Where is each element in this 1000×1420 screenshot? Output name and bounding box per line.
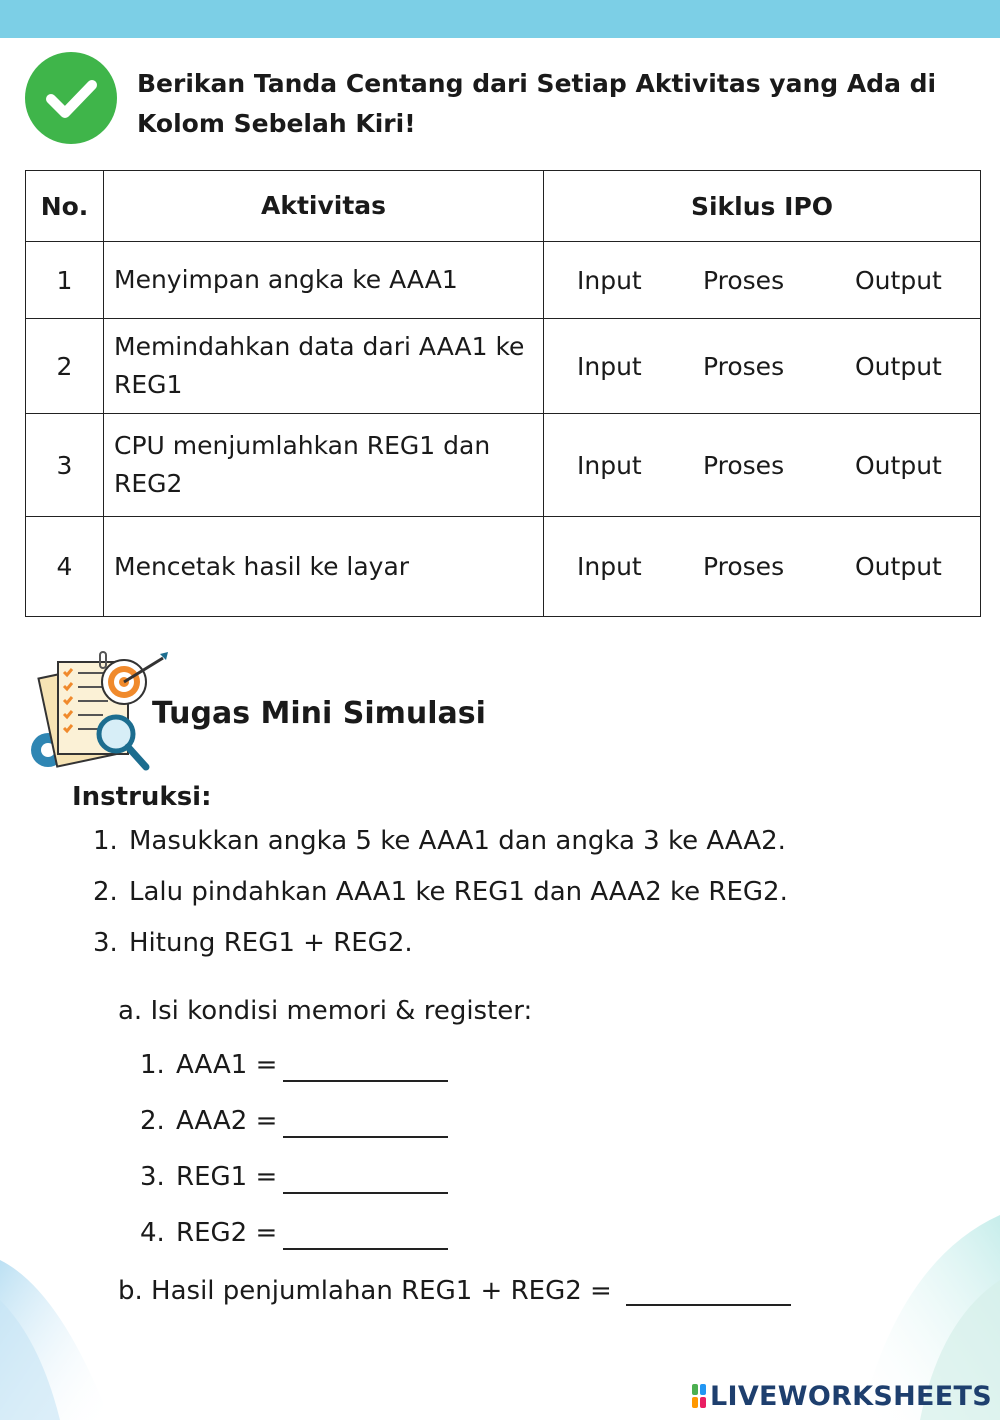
answer-blank-reg1[interactable] [283, 1162, 448, 1194]
list-item [140, 1050, 448, 1106]
step-number: 2. [93, 877, 118, 907]
item-label: AAA2 = [176, 1106, 278, 1136]
row-number: 1 [26, 242, 104, 319]
item-label: REG2 = [176, 1218, 278, 1248]
option-input[interactable]: Input [577, 351, 642, 381]
option-proses[interactable]: Proses [703, 552, 785, 581]
item-number: 4. [140, 1218, 165, 1248]
list-item [93, 826, 788, 877]
top-banner [0, 0, 1000, 38]
step-text: Lalu pindahkan AAA1 ke REG1 dan AAA2 ke REG2. [129, 877, 788, 907]
item-number: 2. [140, 1106, 165, 1136]
answer-blank-reg2[interactable] [283, 1218, 448, 1250]
list-item [140, 1106, 448, 1162]
header-no: No. [26, 171, 104, 242]
row-activity: Memindahkan data dari AAA1 ke REG1 [104, 319, 544, 414]
row-number: 3 [26, 414, 104, 517]
checkmark-icon [25, 52, 117, 144]
sub-question-b [118, 1274, 791, 1306]
section-title: Tugas Mini Simulasi [152, 696, 486, 731]
option-input[interactable]: Input [577, 265, 642, 295]
option-output[interactable]: Output [855, 351, 942, 381]
list-item [140, 1218, 448, 1274]
ipo-options [544, 319, 981, 414]
sub-question-a: a. Isi kondisi memori & register: [118, 996, 533, 1026]
list-item [93, 928, 788, 979]
option-output[interactable]: Output [855, 450, 942, 480]
header-ipo-cycle: Siklus IPO [544, 171, 981, 242]
item-number: 3. [140, 1162, 165, 1192]
instruction-steps [93, 826, 788, 979]
item-label: AAA1 = [176, 1050, 278, 1080]
step-text: Hitung REG1 + REG2. [129, 928, 413, 958]
answer-blank-aaa1[interactable] [283, 1050, 448, 1082]
table-row [26, 517, 981, 617]
row-activity: CPU menjumlahkan REG1 dan REG2 [104, 414, 544, 517]
option-input[interactable]: Input [577, 450, 642, 480]
row-activity: Menyimpan angka ke AAA1 [104, 242, 544, 319]
option-output[interactable]: Output [855, 265, 942, 295]
sub-b-label: b. Hasil penjumlahan REG1 + REG2 = [118, 1276, 612, 1306]
table-header-row [26, 171, 981, 242]
ipo-table [25, 170, 981, 617]
instruction-label: Instruksi: [72, 782, 212, 812]
option-input[interactable]: Input [577, 552, 642, 581]
table-row [26, 242, 981, 319]
header-activity: Aktivitas [104, 171, 544, 242]
answer-blank-sum[interactable] [626, 1274, 791, 1306]
page-heading: Berikan Tanda Centang dari Setiap Aktivitas yang Ada di Kolom Sebelah Kiri! [137, 69, 937, 138]
option-proses[interactable]: Proses [703, 265, 785, 295]
table-row [26, 319, 981, 414]
option-proses[interactable]: Proses [703, 351, 785, 381]
option-output[interactable]: Output [855, 552, 942, 581]
row-number: 2 [26, 319, 104, 414]
list-item [93, 877, 788, 928]
logo-text: LIVEWORKSHEETS [709, 1380, 992, 1412]
step-number: 3. [93, 928, 118, 958]
row-number: 4 [26, 517, 104, 617]
liveworksheets-logo [692, 1380, 992, 1412]
item-label: REG1 = [176, 1162, 278, 1192]
step-number: 1. [93, 826, 118, 856]
table-row [26, 414, 981, 517]
step-text: Masukkan angka 5 ke AAA1 dan angka 3 ke AAA2. [129, 826, 786, 856]
ipo-options [544, 242, 981, 319]
ipo-options [544, 517, 981, 617]
ipo-options [544, 414, 981, 517]
answer-blank-aaa2[interactable] [283, 1106, 448, 1138]
list-item [140, 1162, 448, 1218]
item-number: 1. [140, 1050, 165, 1080]
register-fill-list [140, 1050, 448, 1274]
row-activity: Mencetak hasil ke layar [104, 517, 544, 617]
option-proses[interactable]: Proses [703, 450, 785, 480]
logo-grid-icon [692, 1384, 706, 1408]
